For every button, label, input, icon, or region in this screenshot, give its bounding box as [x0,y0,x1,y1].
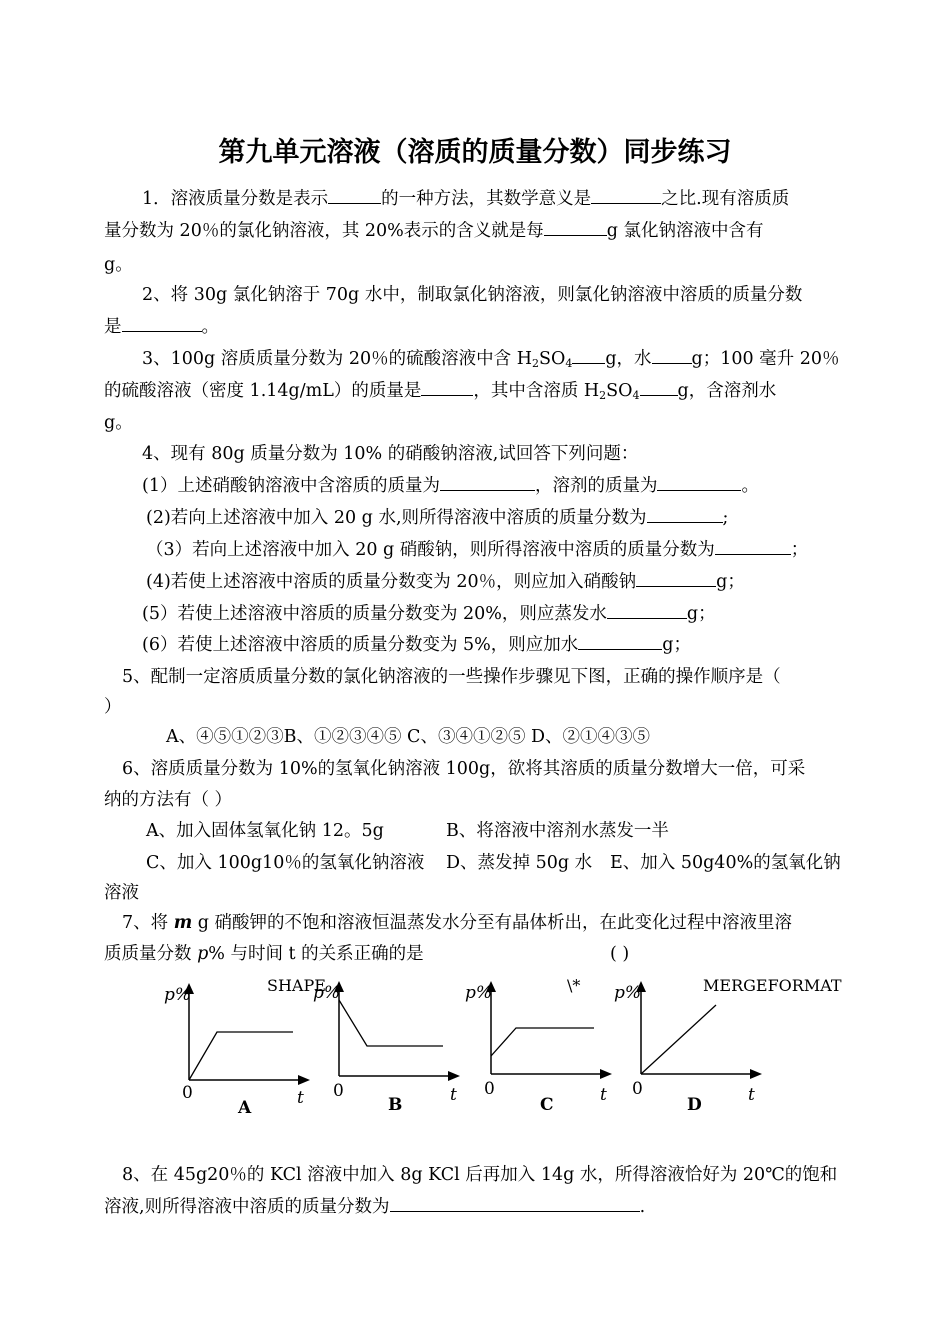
q5-line2: ） [104,697,122,717]
q4-sub4: (4)若使上述溶液中溶质的质量分数变为 20％，则应加入硝酸钠 g； [146,572,745,592]
answer-blank[interactable] [657,475,741,491]
q3-line2: 的硫酸溶液（密度 1.14g/mL）的质量是 ，其中含溶质 $H_2SO_4$ g，含溶剂水 [104,381,777,402]
q8-line2: 溶液,则所得溶液中溶质的质量分数为 . [104,1197,646,1217]
q5-line1: 5、配制一定溶质质量分数的氯化钠溶液的一些操作步骤见下图，正确的操作顺序是（ [122,667,781,687]
answer-blank[interactable] [544,220,607,236]
page-title: 第九单元溶液（溶质的质量分数）同步练习 [218,137,732,168]
origin-label: 0 [484,1079,495,1099]
graph-label-a: A [238,1098,252,1118]
graph-label-c: C [540,1095,554,1115]
y-axis-label: p% [465,983,493,1003]
q1-line1: 1．溶液质量分数是表示 的一种方法，其数学意义是 之比.现有溶质质 [142,189,790,209]
q3-line3: g。 [104,413,133,433]
q6-option-a: A、加入固体氢氧化钠 12。5g [146,821,384,841]
q6-line2: 纳的方法有（ ） [104,790,233,810]
q4-sub1: (1）上述硝酸钠溶液中含溶质的质量为 ，溶剂的质量为 。 [142,476,759,496]
q6-option-c: C、加入 100g10％的氢氧化钠溶液 [146,853,425,873]
q3-line1: 3、100g 溶质质量分数为 20％的硫酸溶液中含 $H_2SO_4$ g，水 g；100 毫升 20％ [142,349,840,370]
answer-blank[interactable] [647,507,723,523]
answer-blank[interactable] [421,380,473,396]
q1-line2: 量分数为 20％的氯化钠溶液，其 20%表示的含义就是每 g 氯化钠溶液中含有 [104,221,764,241]
q2-line2: 是 。 [104,317,219,337]
origin-label: 0 [182,1083,193,1103]
curve-b [339,1000,443,1046]
q4-intro: 4、现有 80g 质量分数为 10% 的硝酸钠溶液,试回答下列问题： [142,444,639,464]
q6-option-b: B、将溶液中溶剂水蒸发一半 [446,821,669,841]
answer-blank[interactable] [607,603,687,619]
q4-sub5: (5）若使上述溶液中溶质的质量分数变为 20%，则应蒸发水 g； [142,604,716,624]
q4-sub3: （3）若向上述溶液中加入 20 g 硝酸钠，则所得溶液中溶质的质量分数为 ； [146,540,809,560]
answer-blank[interactable] [636,571,716,587]
curve-d [641,1005,716,1074]
q6-line5: 溶液 [104,883,139,903]
x-axis-label: t [600,1085,607,1105]
curve-c [491,1028,594,1056]
graph-label-b: B [388,1095,403,1115]
x-axis-label: t [297,1088,304,1108]
graph-label-d: D [687,1095,702,1115]
answer-blank[interactable] [652,348,692,364]
answer-paren: ( ) [610,944,630,964]
curve-a [189,1032,293,1080]
answer-blank[interactable] [591,188,661,204]
answer-blank[interactable] [572,348,605,364]
answer-blank[interactable] [715,539,791,555]
field-code-star: \* [567,976,581,995]
q7-line1: 7、将 m g 硝酸钾的不饱和溶液恒温蒸发水分至有晶体析出，在此变化过程中溶液里溶 [122,913,793,933]
y-axis-label: p% [313,983,341,1003]
q4-sub6: (6）若使上述溶液中溶质的质量分数变为 5%，则应加水 g； [142,635,691,655]
y-axis-label: p% [164,985,192,1005]
q2-line1: 2、将 30g 氯化钠溶于 70g 水中，制取氯化钠溶液，则氯化钠溶液中溶质的质量分数 [142,285,803,305]
x-axis-label: t [450,1085,457,1105]
field-code-shape: SHAPE [267,976,326,995]
answer-blank[interactable] [578,634,662,650]
q8-line1: 8、在 45g20％的 KCl 溶液中加入 8g KCl 后再加入 14g 水，所得溶液恰好为 20℃的饱和 [122,1165,838,1185]
answer-blank[interactable] [122,316,202,332]
answer-blank[interactable] [328,188,381,204]
q6-option-e: E、加入 50g40%的氢氧化钠 [610,853,841,873]
q5-options: A、④⑤①②③B、①②③④⑤ C、③④①②⑤ D、②①④③⑤ [166,727,651,747]
origin-label: 0 [632,1079,643,1099]
q1-line3: g。 [104,255,133,275]
q7-line2: 质质量分数 p% 与时间 t 的关系正确的是 [104,944,424,964]
q4-sub2: (2)若向上述溶液中加入 20 g 水,则所得溶液中溶质的质量分数为 ; [146,508,729,528]
q6-option-d: D、蒸发掉 50g 水 [446,853,593,873]
q6-line1: 6、溶质质量分数为 10%的氢氧化钠溶液 100g，欲将其溶质的质量分数增大一倍，可采 [122,759,806,779]
origin-label: 0 [333,1081,344,1101]
answer-blank[interactable] [440,475,535,491]
answer-blank[interactable] [390,1196,640,1212]
field-code-mergeformat: MERGEFORMAT [703,976,842,995]
y-axis-label: p% [614,983,642,1003]
x-axis-label: t [748,1085,755,1105]
answer-blank[interactable] [640,380,678,396]
